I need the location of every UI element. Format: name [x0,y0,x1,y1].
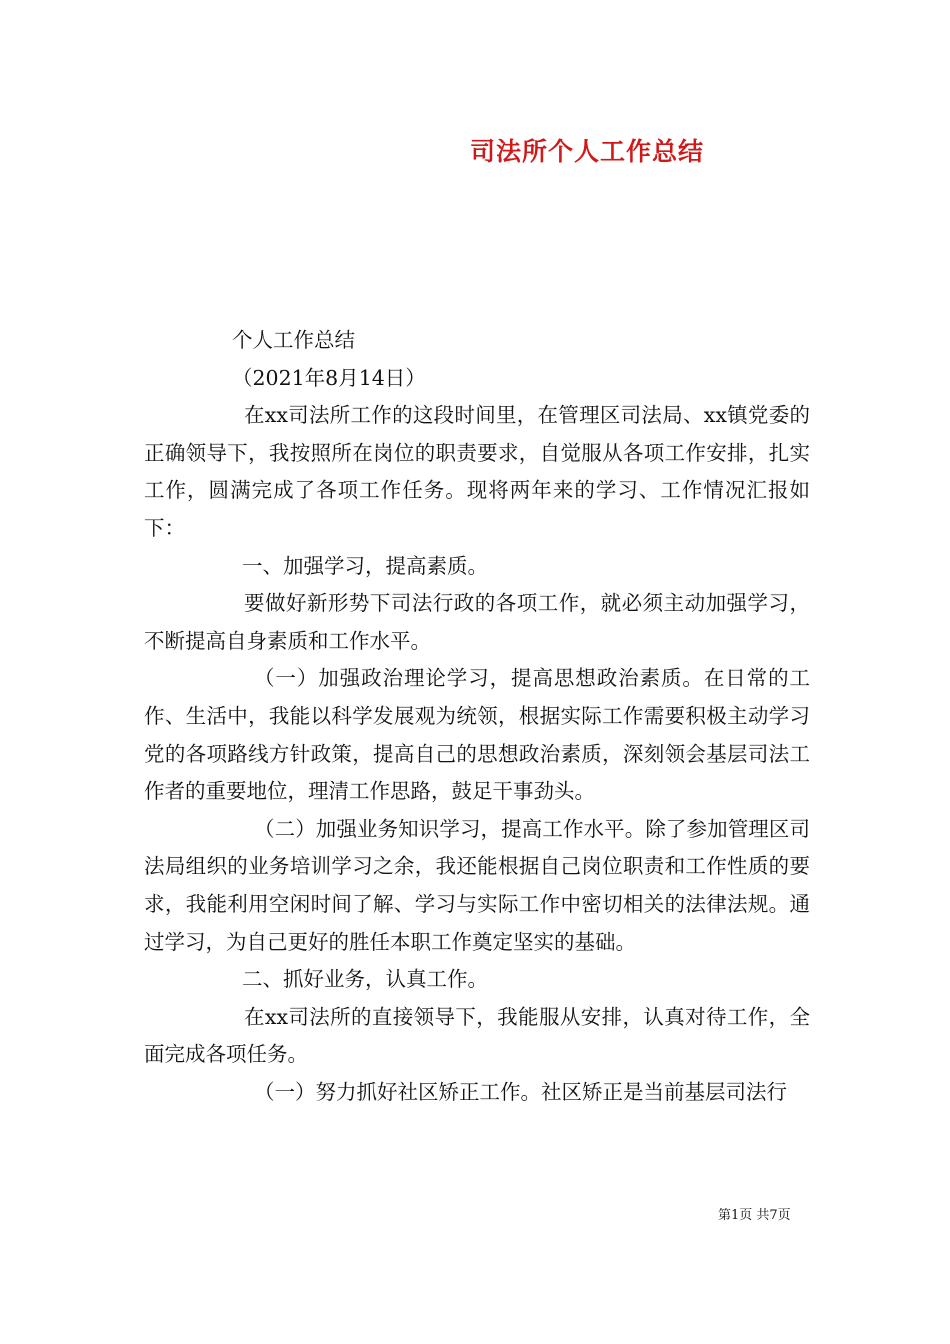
paragraph: 在xx司法所工作的这段时间里，在管理区司法局、xx镇党委的正确领导下，我按照所在岗位的职责要求，自觉服从各项工作安排，扎实工作，圆满完成了各项工作任务。现将两年来的学习、工作情况汇报如下： [144,403,810,540]
paragraph: （一）加强政治理论学习，提高思想政治素质。在日常的工作、生活中，我能以科学发展观为统领，根据实际工作需要积极主动学习党的各项路线方针政策，提高自己的思想政治素质，深刻领会基层司法工作者的重要地位，理清工作思路，鼓足干事劲头。 [144,666,810,804]
section-heading: 一、加强学习，提高素质。 [242,553,488,578]
paragraph: （一）努力抓好社区矫正工作。社区矫正是当前基层司法行 [254,1079,787,1104]
document-body [144,322,810,1111]
page-number: 第1页 共7页 [718,1208,791,1223]
document-title: 司法所个人工作总结 [470,137,705,166]
paragraph: 在xx司法所的直接领导下，我能服从安排，认真对待工作，全面完成各项任务。 [144,1004,810,1067]
paragraph: （2021年8月14日） [232,365,426,390]
section-heading: 二、抓好业务，认真工作。 [242,967,488,992]
paragraph: （二）加强业务知识学习，提高工作水平。除了参加管理区司法局组织的业务培训学习之余，我还能根据自己岗位职责和工作性质的要求，我能利用空闲时间了解、学习与实际工作中密切相关的法律法规。通过学习，为自己更好的胜任本职工作奠定坚实的基础。 [144,816,810,954]
paragraph: 个人工作总结 [232,328,355,352]
paragraph: 要做好新形势下司法行政的各项工作，就必须主动加强学习，不断提高自身素质和工作水平。 [144,591,810,653]
